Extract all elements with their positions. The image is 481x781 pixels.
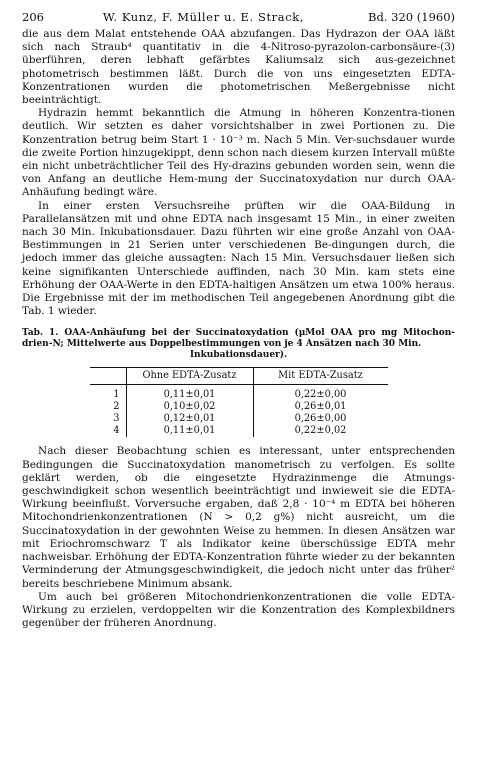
table-row [90, 385, 388, 402]
table-row-number: 2 [113, 401, 120, 413]
table-row [90, 425, 388, 437]
table-cell-ohne: 0,12±0,01 [126, 413, 253, 425]
paragraph: Hydrazin hemmt bekanntlich die Atmung in höheren Konzentra-tionen deutlich. Wir setzten es daher vorsichtshalber in zwei Portionen zu. Die Konzentration betrug beim Start 1 · 10⁻³ m. Nach 5 Min. Ver-suchsdauer wurde die zweite Portion hinzugekippt, denn schon nach diesem kurzen Intervall müßte ein nicht unbeträchtlicher Teil des Hy-drazins gebunden worden sein, wenn die von Anfang an deutliche Hem-mung der Succinatoxydation nur durch OAA-Anhäufung bedingt wäre. [22, 107, 455, 199]
running-head-authors: W. Kunz, F. Müller u. E. Strack, [102, 10, 305, 24]
paragraph: Nach dieser Beobachtung schien es interessant, unter entsprechenden Bedingungen die Succinatoxydation manometrisch zu verfolgen. Es sollte geklärt werden, ob die eingesetzte Hydrazinmenge die Atmungs-geschwindigkeit schon wesentlich beeinträchtigt und inwieweit sie die EDTA-Wirkung beeinflußt. Vorversuche ergaben, daß 2,8 · 10⁻⁴ m EDTA bei höheren Mitochondrienkonzentrationen (N > 0,2 g%) nicht ausreicht, um die Succinatoxydation in der gewohnten Weise zu hemmen. In diesen Ansätzen war mit Eriochromschwarz T als Indikator keine überschüssige EDTA mehr nachweisbar. Erhöhung der EDTA-Konzentration führte wieder zu der bekannten Verminderung der Atmungsgeschwindigkeit, die jedoch nicht unter das früher² bereits beschriebene Minimum absank. [22, 445, 455, 590]
table-cell-ohne: 0,11±0,01 [126, 425, 253, 437]
paragraph: In einer ersten Versuchsreihe prüften wir die OAA-Bildung in Parallelansätzen mit und ohne EDTA nach insgesamt 15 Min., in einer zweiten nach 30 Min. Inkubationsdauer. Dazu führten wir eine große Anzahl von OAA-Bestimmungen in 21 Serien unter verschiedenen Be-dingungen durch, die jedoch immer das gleiche aussagten: Nach 15 Min. Versuchsdauer ließen sich keine signifikanten Unterschiede auffinden, nach 30 Min. kam stets eine Erhöhung der OAA-Werte in den EDTA-haltigen Ansätzen um etwa 100% heraus. Die Ergebnisse mit der im methodischen Teil angegebenen Anordnung gibt die Tab. 1 wieder. [22, 199, 455, 318]
table-cell-ohne: 0,11±0,01 [126, 385, 253, 402]
table-cell-mit: 0,22±0,02 [253, 425, 388, 437]
table-row-number: 4 [113, 425, 120, 437]
table-wrapper [22, 367, 455, 437]
table-header-mit-edta: Mit EDTA-Zusatz [253, 368, 388, 385]
table-row-number: 3 [113, 413, 120, 425]
table-caption-end: Inkubationsdauer). [189, 350, 288, 361]
page-number: 206 [22, 10, 44, 24]
table-header-empty [90, 368, 127, 385]
running-head-volume: Bd. 320 (1960) [368, 10, 455, 24]
table-cell-mit: 0,26±0,01 [253, 401, 388, 413]
paragraph: Um auch bei größeren Mitochondrienkonzentrationen die volle EDTA-Wirkung zu erzielen, verdoppelten wir die Konzentration des Komplexbildners gegenüber der früheren Anordnung. [22, 590, 455, 630]
table-caption [22, 328, 455, 361]
running-head [22, 10, 455, 28]
data-table [90, 367, 388, 437]
table-cell-mit: 0,22±0,00 [253, 385, 388, 402]
table-cell-mit: 0,26±0,00 [253, 413, 388, 425]
table-header-row [90, 368, 388, 385]
table-caption-text: Tab. 1. OAA-Anhäufung bei der Succinatoxydation (μMol OAA pro mg Mitochon-drien-N; Mittelwerte aus Doppelbestimmungen von je 4 Ansätzen nach 30 Min. [22, 328, 455, 350]
table-row [90, 401, 388, 413]
table-row-number: 1 [113, 389, 120, 401]
paragraph: die aus dem Malat entstehende OAA abzufangen. Das Hydrazon der OAA läßt sich nach Straub⁴ quantitativ in die 4-Nitroso-pyrazolon-carbonsäure-(3) überführen, deren lebhaft gefärbtes Kaliumsalz sich aus-gezeichnet photometrisch bestimmen läßt. Durch die von uns eingesetzten EDTA-Konzentrationen wurden die photometrischen Meßergebnisse nicht beeinträchtigt. [22, 28, 455, 107]
table-header-ohne-edta: Ohne EDTA-Zusatz [126, 368, 253, 385]
table-row [90, 413, 388, 425]
table-cell-ohne: 0,10±0,02 [126, 401, 253, 413]
